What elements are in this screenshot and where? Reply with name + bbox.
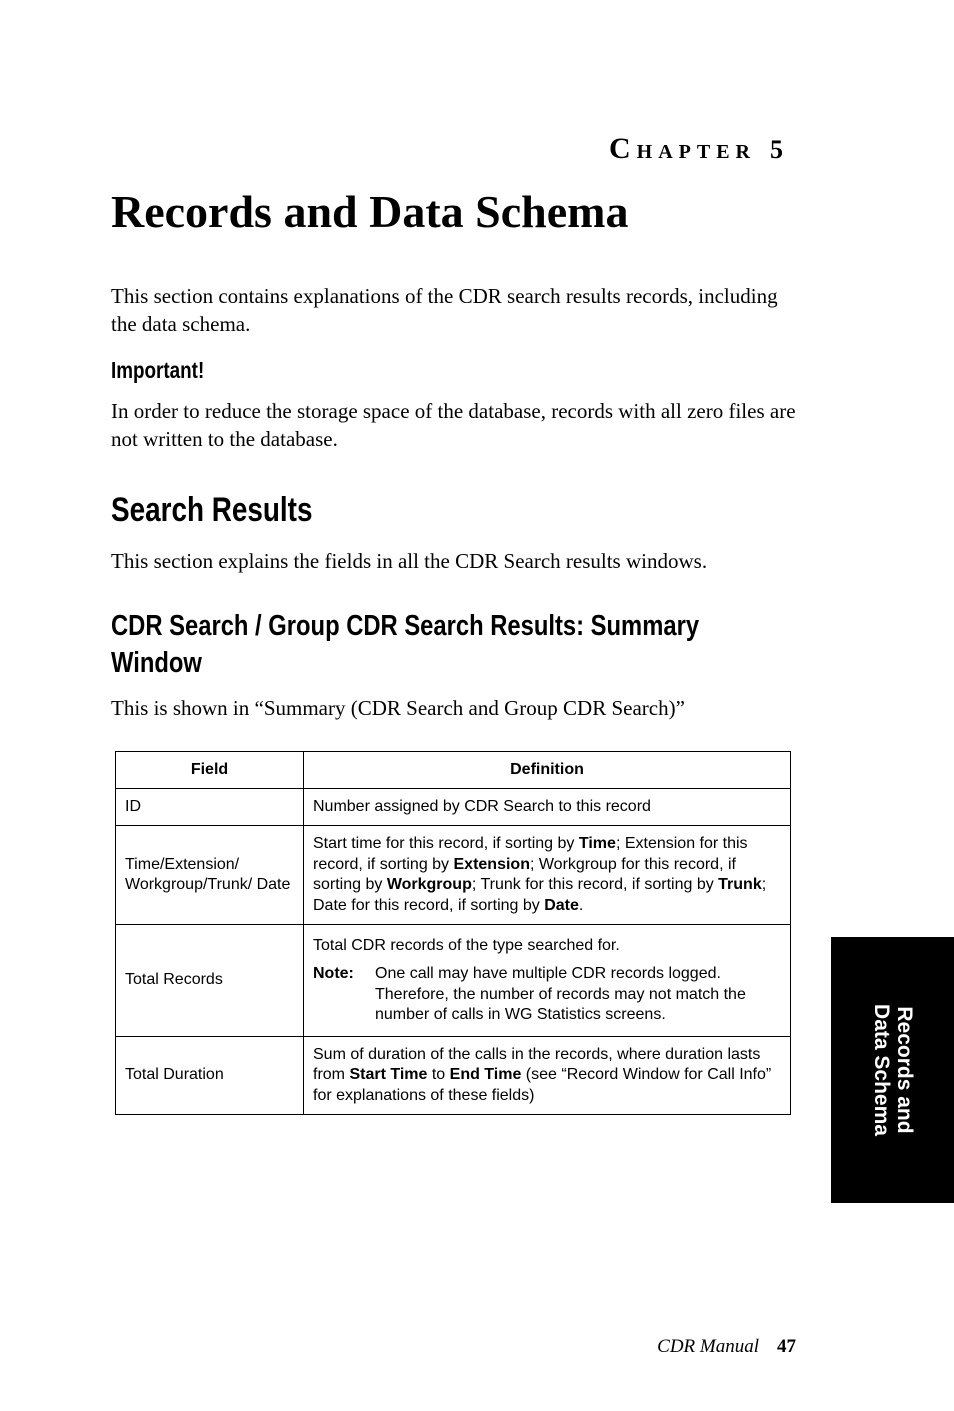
field-cell: ID bbox=[116, 789, 304, 826]
summary-window-paragraph: This is shown in “Summary (CDR Search and Group CDR Search)” bbox=[111, 696, 685, 720]
field-cell: Total Records bbox=[116, 925, 304, 1037]
side-tab-label: Records and Data Schema bbox=[869, 1004, 916, 1136]
chapter-side-tab bbox=[831, 937, 954, 1203]
chapter-initial: C bbox=[608, 132, 637, 165]
page-footer bbox=[657, 1336, 796, 1358]
column-header-definition: Definition bbox=[304, 752, 791, 789]
definition-text: Total CDR records of the type searched for. bbox=[313, 936, 620, 954]
intro-paragraph: This section contains explanations of the CDR search results records, including the data schema. bbox=[111, 284, 778, 336]
chapter-word: HAPTER bbox=[636, 141, 756, 163]
summary-window-heading bbox=[111, 608, 699, 682]
table-row bbox=[116, 826, 791, 925]
field-cell: Time/Extension/ Workgroup/Trunk/ Date bbox=[116, 826, 304, 925]
manual-name: CDR Manual bbox=[657, 1336, 759, 1357]
important-heading: Important! bbox=[111, 357, 205, 383]
note-label: Note: bbox=[313, 965, 354, 982]
important-paragraph: In order to reduce the storage space of the database, records with all zero files are not written to the database. bbox=[111, 399, 796, 451]
field-cell: Total Duration bbox=[116, 1037, 304, 1115]
definition-cell: Number assigned by CDR Search to this record bbox=[304, 789, 791, 826]
definition-cell bbox=[304, 925, 791, 1037]
note bbox=[313, 964, 781, 1026]
field-definition-table bbox=[115, 751, 791, 1115]
table-header-row bbox=[116, 752, 791, 789]
search-results-heading: Search Results bbox=[111, 491, 313, 529]
page-title: Records and Data Schema bbox=[111, 186, 629, 237]
summary-heading-line2: Window bbox=[111, 647, 202, 679]
note-text: One call may have multiple CDR records logged. Therefore, the number of records may not match the number of calls in WG Statistics screens. bbox=[375, 965, 746, 1023]
definition-cell: Sum of duration of the calls in the records, where duration lasts from Start Time to End Time (see “Record Window for Call Info” for explanations of these fields) bbox=[304, 1037, 791, 1115]
chapter-label bbox=[609, 132, 789, 166]
summary-heading-line1: CDR Search / Group CDR Search Results: Summary bbox=[111, 610, 700, 642]
definition-cell: Start time for this record, if sorting by Time; Extension for this record, if sorting by Extension; Workgroup for this record, if sorting by Workgroup; Trunk for this record, if sorting by Trunk; Date for this record, if sorting by Date. bbox=[304, 826, 791, 925]
column-header-field: Field bbox=[116, 752, 304, 789]
search-results-paragraph: This section explains the fields in all the CDR Search results windows. bbox=[111, 549, 708, 573]
page-number: 47 bbox=[777, 1336, 796, 1357]
table-row bbox=[116, 1037, 791, 1115]
table-row bbox=[116, 925, 791, 1037]
chapter-number: 5 bbox=[770, 135, 789, 164]
table-row bbox=[116, 789, 791, 826]
